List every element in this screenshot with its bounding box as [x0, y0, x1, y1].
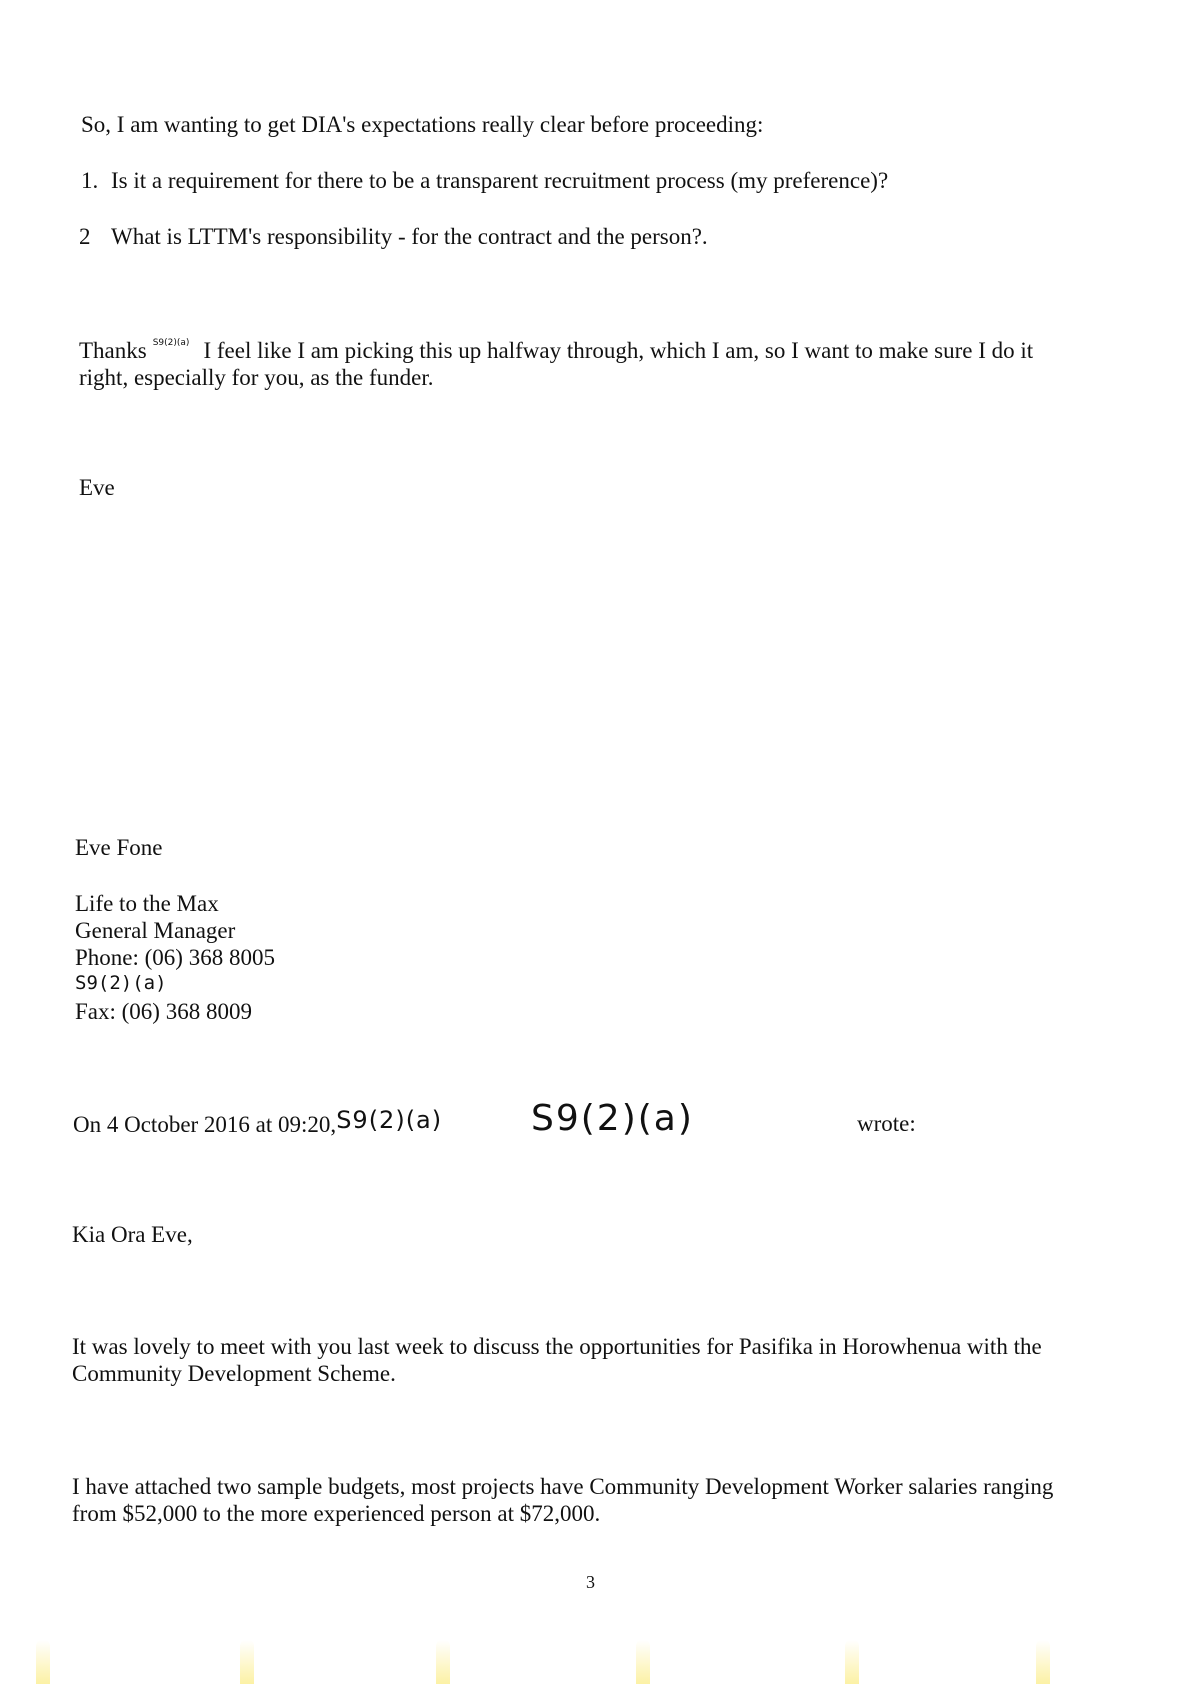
reply-paragraph-2-line-2: from $52,000 to the more experienced person at $72,000. [72, 1501, 601, 1526]
question-1 [81, 167, 888, 195]
signature-name: Eve Fone [75, 835, 163, 860]
reply-paragraph-1-line-2: Community Development Scheme. [72, 1361, 396, 1386]
question-2-text: What is LTTM's responsibility - for the contract and the person?. [111, 224, 708, 249]
reply-paragraph-1-line-1: It was lovely to meet with you last week to discuss the opportunities for Pasifika in Horowhenua with the [72, 1334, 1042, 1359]
thanks-word: Thanks [79, 338, 147, 363]
scan-artifact [36, 1640, 50, 1684]
question-1-text: Is it a requirement for there to be a transparent recruitment process (my preference)? [111, 168, 889, 193]
question-2-number: 2 [79, 224, 91, 249]
quoted-header [73, 1106, 443, 1139]
scan-artifact [240, 1640, 254, 1684]
redaction-marker: S9(2)(a) [152, 338, 190, 348]
scan-artifact [1036, 1640, 1050, 1684]
reply-paragraph-2-line-1: I have attached two sample budgets, most projects have Community Development Worker salaries ranging [72, 1474, 1054, 1499]
quoted-header-suffix: wrote: [857, 1111, 916, 1136]
intro-text: So, I am wanting to get DIA's expectations really clear before proceeding: [81, 112, 764, 137]
signature-phone: Phone: (06) 368 8005 [75, 945, 275, 970]
scan-artifact [845, 1640, 859, 1684]
signature-title: General Manager [75, 918, 236, 943]
quoted-header-prefix: On 4 October 2016 at 09:20, [73, 1112, 337, 1137]
signature-fax: Fax: (06) 368 8009 [75, 999, 252, 1024]
thanks-rest: I feel like I am picking this up halfway through, which I am, so I want to make sure I do it [203, 338, 1034, 363]
page-number: 3 [586, 1572, 595, 1592]
question-1-number: 1. [81, 168, 99, 193]
signature-redaction: S9(2)(a) [75, 972, 167, 994]
question-2 [79, 223, 708, 251]
thanks-line-2: right, especially for you, as the funder. [79, 365, 434, 390]
scan-artifact [436, 1640, 450, 1684]
quoted-redaction-2: S9(2)(a) [531, 1098, 694, 1139]
quoted-redaction-1: S9(2)(a) [336, 1106, 443, 1134]
signature-org: Life to the Max [75, 891, 219, 916]
sign-off: Eve [79, 475, 115, 500]
scan-artifact [636, 1640, 650, 1684]
reply-greeting: Kia Ora Eve, [72, 1222, 193, 1247]
